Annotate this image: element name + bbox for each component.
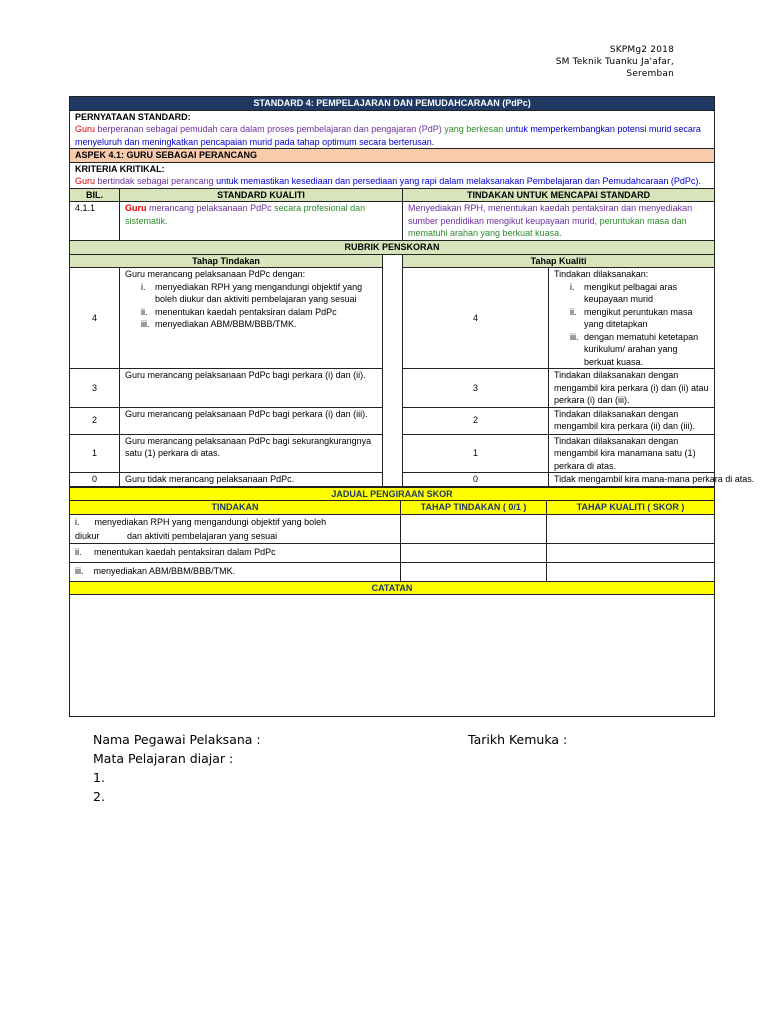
standard-kualiti-cell [120, 202, 403, 241]
pernyataan-guru: Guru [75, 124, 96, 134]
bil-4-1-1: 4.1.1 [70, 202, 120, 241]
rubrik-left-desc: Guru merancang pelaksanaan PdPc bagi perkara (i) dan (ii). [120, 369, 383, 408]
aspek-title: ASPEK 4.1: GURU SEBAGAI PERANCANG [70, 149, 715, 163]
tindakan-part-1: Menyediakan RPH, menentukan kaedah pentaksiran dan menyediakan sumber pendidikan mengikut keupayaan murid, [408, 203, 693, 226]
jadual-table [69, 487, 715, 718]
jadual-row-text: menentukan kaedah pentaksiran dalam PdPc [94, 546, 276, 557]
pernyataan-tujuan: untuk memperkembangkan potensi murid secara menyeluruh dan meningkatkan pencapaian murid pada tahap optimum secara berterusan. [75, 124, 701, 147]
tahap-kualiti-input[interactable] [547, 514, 715, 543]
list-item: i. mengikut pelbagai aras keupayaan murid [570, 281, 678, 304]
col-tindakan: TINDAKAN UNTUK MENCAPAI STANDARD [403, 188, 715, 202]
jadual-row-num: ii. [75, 546, 82, 557]
rubrik-right-score: 2 [403, 407, 549, 434]
tindakan-part-2: peruntukan masa dan mematuhi arahan yang berkuat kuasa. [408, 215, 687, 238]
header-line-1: SKPMg2 2018 [609, 45, 674, 55]
jadual-row-num: iii. [75, 565, 84, 576]
rubrik-right-score: 1 [403, 434, 549, 473]
rubrik-left-score: 2 [70, 407, 120, 434]
jadual-col-tindakan: TINDAKAN [70, 501, 401, 515]
tahap-tindakan-input[interactable] [401, 514, 547, 543]
nama-pegawai-label: Nama Pegawai Pelaksana : [93, 732, 261, 747]
jadual-row-tindakan [70, 514, 401, 543]
list-item: iii. dengan mematuhi ketetapan kurikulum/ arahan yang berkuat kuasa. [570, 331, 699, 367]
kriteria-bertindak: bertindak sebagai perancang [95, 176, 217, 186]
tahap-tindakan-input[interactable] [401, 562, 547, 581]
jadual-row-tindakan [70, 562, 401, 581]
jadual-row-text: diukur [75, 530, 100, 541]
rubrik-title: RUBRIK PENSKORAN [70, 241, 715, 255]
sk-merancang: merancang pelaksanaan PdPc [146, 203, 275, 213]
rubrik-right-score: 0 [403, 473, 549, 487]
list-item: ii. menentukan kaedah pentaksiran dalam PdPc [141, 306, 337, 317]
standard-title: STANDARD 4: PEMPELAJARAN DAN PEMUDAHCARAAN (PdPc) [70, 97, 715, 111]
rubrik-right-score: 3 [403, 369, 549, 408]
rubrik-left-desc: Guru merancang pelaksanaan PdPc bagi perkara (i) dan (iii). [120, 407, 383, 434]
rubrik-right-desc: Tidak mengambil kira mana-mana perkara di atas. [549, 473, 715, 487]
rubrik-right-desc: Tindakan dilaksanakan dengan mengambil kira manamana satu (1) perkara di atas. [549, 434, 715, 473]
kriteria-tujuan: untuk memastikan kesediaan dan persediaan yang rapi dalam melaksanakan Pembelajaran dan Pemudahcaraan (PdPc). [216, 176, 701, 186]
tahap-tindakan-header: Tahap Tindakan [70, 254, 383, 268]
skpm-form [69, 96, 755, 717]
tahap-kualiti-header: Tahap Kualiti [403, 254, 715, 268]
tahap-kualiti-input[interactable] [547, 543, 715, 562]
standard-table [69, 96, 755, 487]
rubrik-left-desc: Guru tidak merancang pelaksanaan PdPc. [120, 473, 383, 487]
header-line-2: SM Teknik Tuanku Ja'afar, [555, 57, 674, 67]
col-standard-kualiti: STANDARD KUALITI [120, 188, 403, 202]
jadual-row-tindakan [70, 543, 401, 562]
catatan-area[interactable] [70, 595, 715, 717]
pernyataan-standard [70, 110, 715, 149]
rubrik-left-score: 4 [70, 268, 120, 369]
catatan-title: CATATAN [70, 581, 715, 595]
mata-pelajaran-label: Mata Pelajaran diajar : [93, 751, 234, 766]
pernyataan-berkesan: yang berkesan [444, 124, 504, 134]
rubrik-left-score: 1 [70, 434, 120, 473]
jadual-title: JADUAL PENGIRAAN SKOR [70, 487, 715, 501]
mata-pelajaran-item-2: 2. [93, 789, 105, 804]
list-item: i. menyediakan RPH yang mengandungi objektif yang boleh diukur dan aktiviti pembelajaran yang sesuai [141, 281, 363, 304]
kriteria-label: KRITERIA KRITIKAL: [75, 163, 165, 174]
tahap-tindakan-input[interactable] [401, 543, 547, 562]
jadual-row-text: menyediakan ABM/BBM/BBB/TMK. [93, 565, 236, 576]
rubrik-right-intro: Tindakan dilaksanakan: [554, 269, 649, 279]
rubrik-right-score: 4 [403, 268, 549, 369]
jadual-col-tahap-tindakan: TAHAP TINDAKAN ( 0/1 ) [401, 501, 547, 515]
rubrik-right-desc: Tindakan dilaksanakan dengan mengambil kira perkara (i) dan (ii) atau perkara (i) dan (iii). [549, 369, 715, 408]
rubrik-right-list [554, 281, 709, 369]
rubrik-right-desc [549, 268, 715, 369]
rubrik-right-desc: Tindakan dilaksanakan dengan mengambil kira perkara (ii) dan (iii). [549, 407, 715, 434]
tindakan-cell [403, 202, 715, 241]
pernyataan-label: PERNYATAAN STANDARD: [75, 111, 191, 122]
jadual-row-num: i. [75, 516, 80, 527]
kriteria-guru: Guru [75, 176, 96, 186]
pernyataan-peranan: berperanan sebagai pemudah cara dalam proses pembelajaran dan pengajaran (PdP) [95, 124, 445, 134]
tahap-kualiti-input[interactable] [547, 562, 715, 581]
jadual-col-tahap-kualiti: TAHAP KUALITI ( SKOR ) [547, 501, 715, 515]
jadual-row-text: menyediakan RPH yang mengandungi objektif yang boleh [94, 516, 327, 527]
rubrik-left-intro: Guru merancang pelaksanaan PdPc dengan: [125, 269, 306, 279]
kriteria-kritikal [70, 162, 715, 188]
list-item: ii. mengikut peruntukan masa yang ditetapkan [570, 306, 693, 329]
rubrik-left-desc [120, 268, 383, 369]
tarikh-kemuka-label: Tarikh Kemuka : [468, 732, 568, 747]
sk-secara: secara profesional dan sistematik. [125, 203, 366, 226]
mata-pelajaran-item-1: 1. [93, 770, 105, 785]
footer-left [93, 730, 261, 806]
document-header [556, 44, 674, 80]
header-line-3: Seremban [626, 69, 674, 79]
list-item: iii. menyediakan ABM/BBM/BBB/TMK. [141, 319, 297, 329]
sk-guru: Guru [125, 203, 147, 213]
rubrik-left-list [125, 281, 377, 331]
rubrik-left-score: 3 [70, 369, 120, 408]
col-bil: BIL. [70, 188, 120, 202]
jadual-row-text: dan aktiviti pembelajaran yang sesuai [127, 530, 278, 541]
rubrik-left-desc: Guru merancang pelaksanaan PdPc bagi sekurangkurangnya satu (1) perkara di atas. [120, 434, 383, 473]
rubrik-left-score: 0 [70, 473, 120, 487]
